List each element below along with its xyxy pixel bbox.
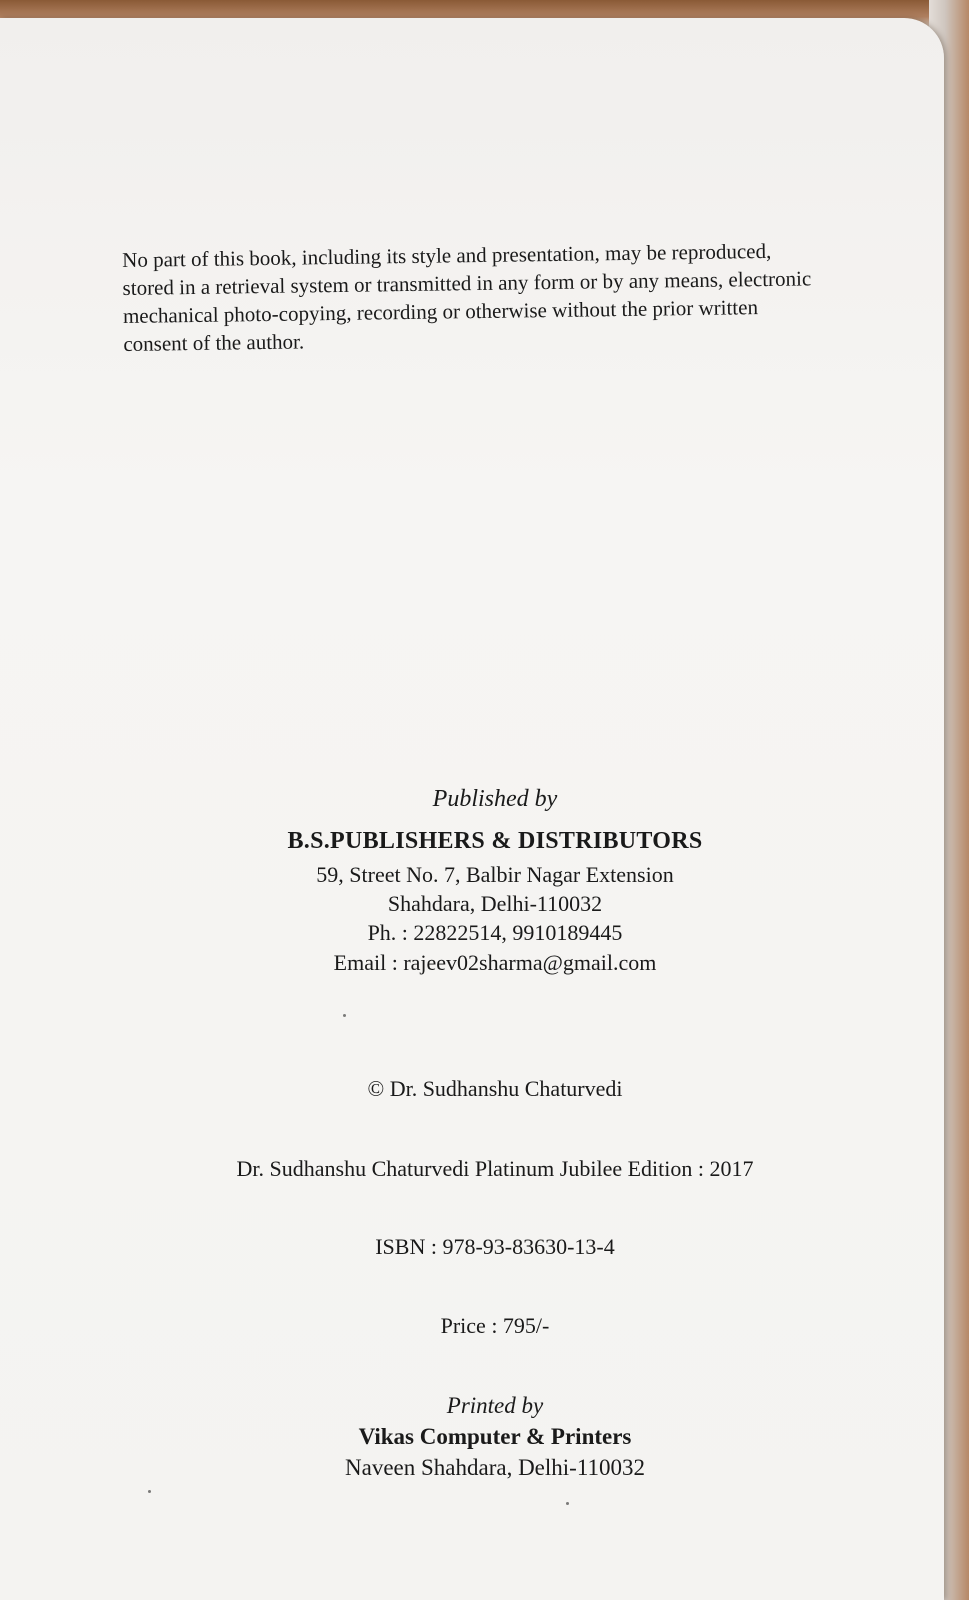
- isbn-line: ISBN : 978-93-83630-13-4: [375, 1234, 615, 1259]
- copyright-notice: [122, 235, 908, 358]
- published-by-heading: Published by: [432, 786, 558, 812]
- edition-line: Dr. Sudhanshu Chaturvedi Platinum Jubilee Edition : 2017: [236, 1156, 754, 1181]
- publisher-address-line-2: Shahdara, Delhi-110032: [387, 891, 603, 916]
- notice-line-1: No part of this book, including its style and presentation, may be reproduced,: [122, 238, 772, 272]
- notice-line-4: consent of the author.: [123, 329, 305, 356]
- publisher-address-line-1: 59, Street No. 7, Balbir Nagar Extension: [316, 862, 674, 887]
- paper-speck: [566, 1502, 569, 1505]
- paper-speck: [148, 1490, 151, 1493]
- printed-by-heading: Printed by: [446, 1393, 544, 1418]
- publisher-email: Email : rajeev02sharma@gmail.com: [333, 950, 657, 975]
- paper-speck: [343, 1014, 346, 1017]
- publisher-name: B.S.PUBLISHERS & DISTRIBUTORS: [287, 828, 703, 854]
- price-line: Price : 795/-: [440, 1313, 550, 1338]
- printer-name: Vikas Computer & Printers: [358, 1424, 632, 1449]
- book-page: [0, 18, 944, 1600]
- notice-line-2: stored in a retrieval system or transmitted in any form or by any means, electronic: [122, 266, 812, 300]
- copyright-holder: © Dr. Sudhanshu Chaturvedi: [367, 1076, 623, 1101]
- publisher-phone: Ph. : 22822514, 9910189445: [367, 920, 623, 945]
- notice-line-3: mechanical photo-copying, recording or otherwise without the prior written: [122, 295, 759, 328]
- printer-address: Naveen Shahdara, Delhi-110032: [345, 1455, 645, 1480]
